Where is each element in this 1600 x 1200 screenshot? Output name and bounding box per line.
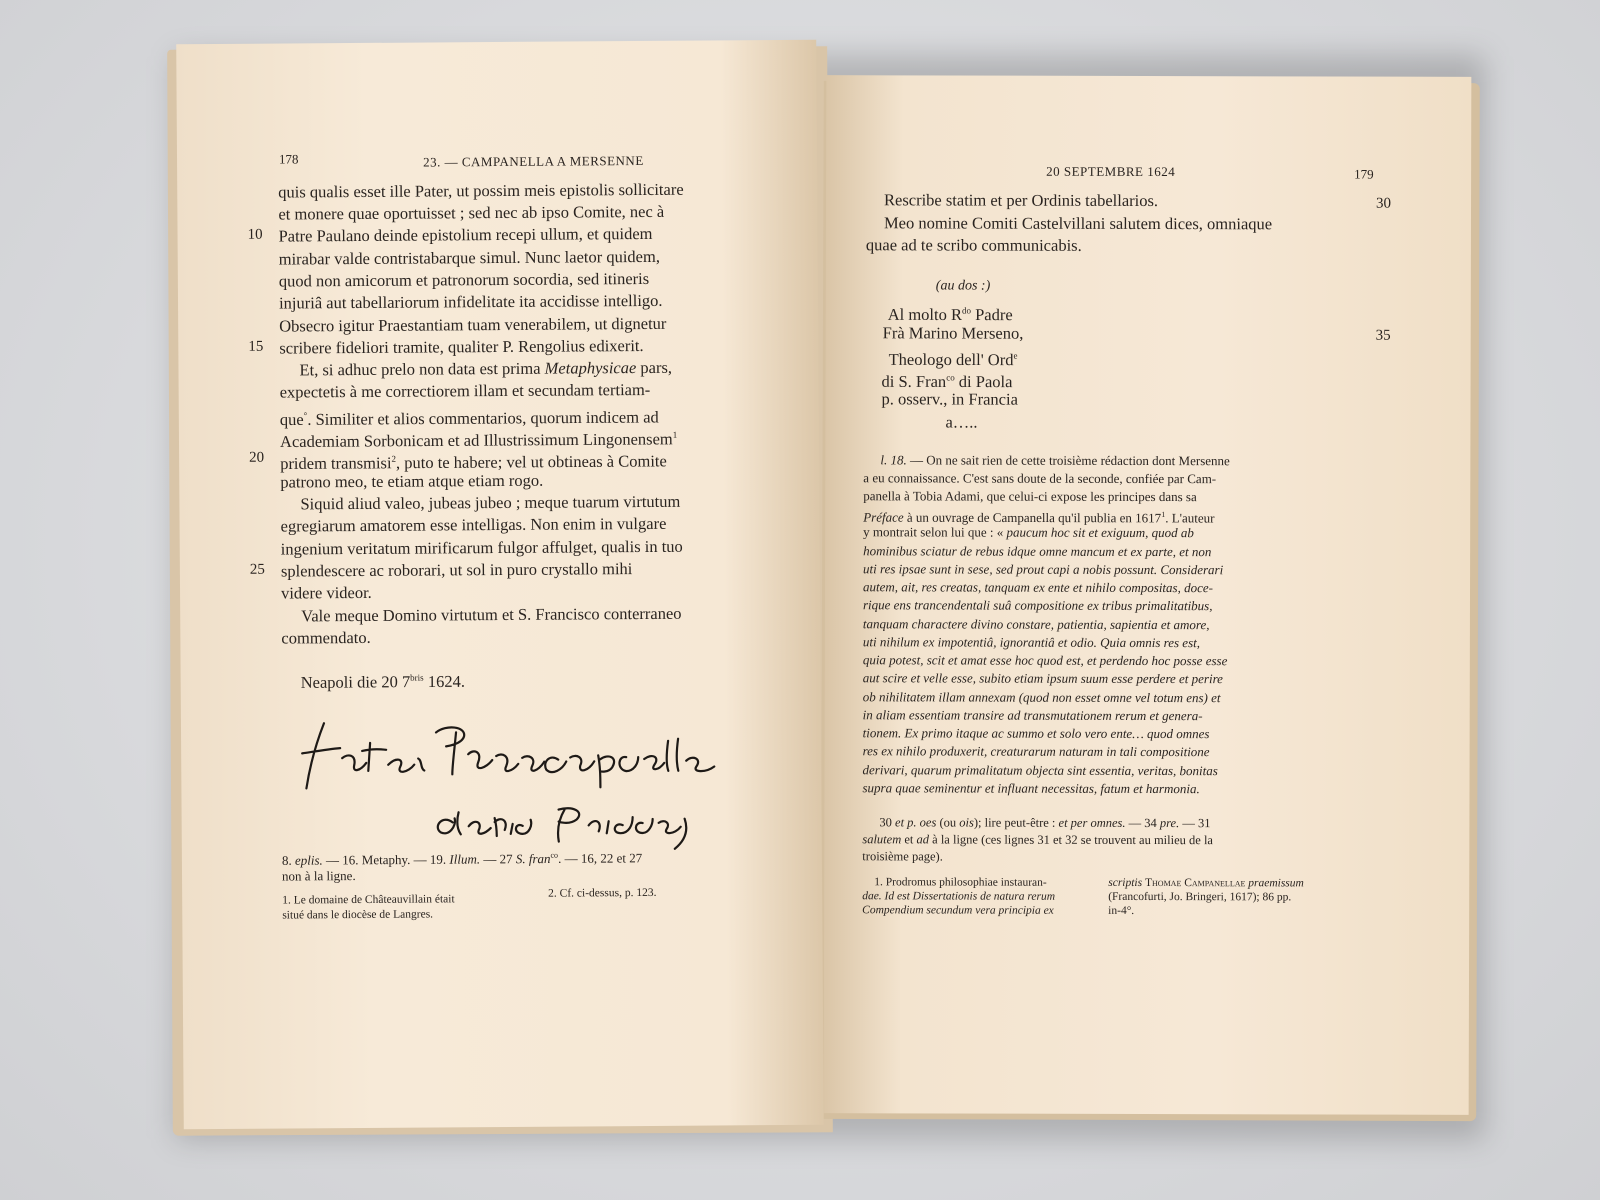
note-line: supra quae seminentur et influant necessitas, fatum et harmonia. — [862, 780, 1200, 797]
au-dos-label: (au dos :) — [935, 278, 991, 294]
address-line: Theologo dell' Ord$^e$ — [888, 349, 1018, 370]
text-line: patrono meo, te etiam atque etiam rogo. — [280, 470, 544, 492]
text-line: quae ad te scribo communicabis. — [865, 235, 1082, 255]
note-line: aut scire et velle esse, subito etiam ipsum suum esse perdere et perire — [862, 670, 1223, 687]
footnote-line: in-4°. — [1108, 904, 1135, 917]
note-line: tionem. Ex primo itaque ac summo et solo vero ente… quod omnes — [862, 725, 1210, 742]
footnote-line: Compendium secundum vera principia ex — [862, 904, 1054, 917]
text-line: egregiarum amatorem esse intelligas. Non enim in vulgare — [280, 513, 667, 536]
variant-readings: 8. eplis. — 16. Metaphy. — 19. Illum. — 27 S. fran$^{co}$. — 16, 22 et 27 — [281, 850, 643, 868]
note-line: l. 18. — On ne sait rien de cette troisième rédaction dont Mersenne — [880, 452, 1230, 469]
text-line: Siquid aliud valeo, jubeas jubeo ; meque tuarum virtutum — [300, 491, 681, 514]
line-number: 10 — [247, 226, 263, 243]
text-line: Et, si adhuc prelo non data est prima Metaphysicae pars, — [299, 357, 673, 380]
note-line: uti nihilum ex impotentiâ, ignorantiâ et odio. Quia omnis res est, — [862, 634, 1201, 651]
note-line: tanquam charactere divino constare, patientia, sapientia et amore, — [862, 616, 1210, 633]
variant-line: salutem et ad à la ligne (ces lignes 31 et 32 se trouvent au milieu de la — [862, 832, 1214, 848]
footnote-line: 1. Prodromus philosophiae instauran- — [874, 876, 1047, 889]
text-line: et monere quae oportuisset ; sed nec ab ipso Comite, nec à — [278, 201, 665, 224]
address-line: p. osserv., in Francia — [881, 389, 1018, 409]
line-number: 30 — [1376, 195, 1392, 212]
note-line: hominibus sciatur de rebus idque omne mancum et ex parte, et non — [863, 543, 1212, 560]
footnote-line: (Francofurti, Jo. Bringeri, 1617); 86 pp. — [1108, 890, 1292, 904]
text-line: quod non amicorum et patronorum socordia, sed itineris — [278, 268, 650, 291]
address-line: a….. — [945, 412, 978, 432]
text-line: splendescere ac roborari, ut sol in puro crystallo mihi — [280, 559, 633, 581]
note-line: rique ens trancendentali suâ compositione ex tribus primalitatibus, — [862, 597, 1213, 614]
note-line: y montrait selon lui que : « paucum hoc sit et exiguum, quod ab — [863, 524, 1194, 541]
text-line: mirabar valde contristabarque simul. Nunc laetor quidem, — [278, 246, 660, 269]
text-line: Obsecro igitur Praestantiam tuam venerabilem, ut dignetur — [279, 313, 667, 336]
text-line: pridem transmisi$^2$, puto te habere; vel ut obtineas à Comite — [280, 451, 667, 474]
left-page — [176, 40, 824, 1129]
footnote-line: dae. Id est Dissertationis de natura rerum — [862, 890, 1056, 903]
note-line: autem, ait, res creatas, tanquam ex ente et nihilo compositas, doce- — [863, 579, 1214, 596]
address-line: Frà Marino Merseno, — [882, 323, 1024, 343]
note-line: Préface à un ouvrage de Campanella qu'il publia en 1617$^1$. L'auteur — [863, 509, 1215, 526]
line-number: 35 — [1375, 327, 1391, 344]
text-line: Patre Paulano deinde epistolium recepi ullum, et quidem — [278, 223, 653, 246]
note-line: in aliam essentiam transire ad transmutationem rerum et genera- — [862, 707, 1203, 724]
handwritten-signature — [296, 700, 767, 853]
text-line: Academiam Sorbonicam et ad Illustrissimum Lingonensem$^1$ — [279, 429, 678, 452]
right-page-number: 179 — [1354, 166, 1374, 182]
variant-line: 30 et p. oes (ou ois); lire peut-être : et per omnes. — 34 pre. — 31 — [879, 815, 1211, 831]
text-line: Rescribe statim et per Ordinis tabellarios. — [884, 190, 1159, 211]
letter-date: Neapoli die 20 $7^{bris}$ 1624. — [300, 671, 466, 692]
left-running-head: 23. — CAMPANELLA A MERSENNE — [422, 152, 644, 170]
note-line: res ex nihilo produxerit, creaturarum naturam in tali compositione — [862, 743, 1210, 760]
address-line: di S. Fran$^{co}$ di Paola — [881, 371, 1013, 392]
text-line: Vale meque Domino virtutum et S. Francisco conterraneo — [301, 603, 682, 626]
line-number: 25 — [249, 561, 265, 578]
text-line: Meo nomine Comiti Castelvillani salutem dices, omniaque — [883, 213, 1273, 234]
note-line: panella à Tobia Adami, que celui-ci expose les principes dans sa — [863, 488, 1197, 505]
text-line: injuriâ aut tabellariorum infidelitate ita accidisse intelligo. — [278, 290, 663, 313]
note-line: ob nihilitatem illam annexam (quod non esset omne vel totum ens) et — [862, 689, 1221, 706]
note-line: uti res ipsae sunt in sese, sed prout capi a nobis possunt. Considerari — [863, 561, 1224, 578]
footnote-2: 2. Cf. ci-dessus, p. 123. — [548, 886, 657, 900]
note-line: a eu connaissance. C'est sans doute de la seconde, confiée par Cam- — [863, 470, 1217, 487]
left-page-number: 178 — [278, 151, 299, 167]
address-line: Al molto $R^{do}$ Padre — [887, 304, 1013, 325]
text-line: ingenium veritatum mirificarum fulgor affulget, qualis in tuo — [280, 536, 683, 559]
text-line: quis qualis esset ille Pater, ut possim meis epistolis sollicitare — [278, 179, 684, 202]
footnote-1-line-1: 1. Le domaine de Châteauvillain était — [282, 893, 455, 907]
text-line: videre videor. — [280, 582, 372, 603]
right-running-head: 20 SEPTEMBRE 1624 — [1046, 163, 1176, 180]
text-line: commendato. — [281, 627, 371, 648]
note-line: derivari, quarum primalitatum objecta sint essentia, veritas, bonitas — [862, 762, 1218, 779]
variant-readings-2: non à la ligne. — [281, 868, 356, 884]
footnote-line: scriptis Thomae Campanellae praemissum — [1108, 876, 1304, 890]
text-line: expectetis à me correctiorem illam et secundam tertiam- — [279, 379, 651, 402]
footnote-1-line-2: situé dans le diocèse de Langres. — [282, 908, 434, 922]
text-line: scribere fideliori tramite, qualiter P. Rengolius edixerit. — [279, 335, 644, 358]
right-page — [824, 75, 1472, 1115]
note-line: quia potest, scit et amat esse hoc quod est, et perdendo hoc posse esse — [862, 652, 1228, 669]
variant-line: troisième page). — [862, 849, 943, 864]
line-number: 15 — [248, 338, 264, 355]
line-number: 20 — [249, 449, 265, 466]
text-line: que°. Similiter et alios commentarios, quorum indicem ad — [279, 407, 659, 430]
